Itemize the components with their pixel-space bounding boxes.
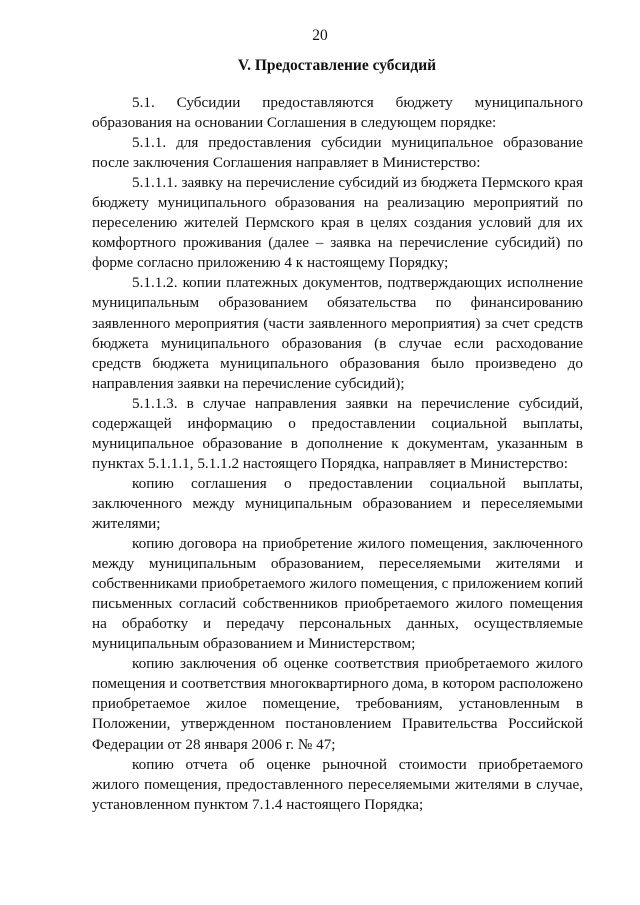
paragraph-5-1-1-2: 5.1.1.2. копии платежных документов, подтверждающих исполнение муниципальным образованием обязательства по финансированию заявленного мероприятия (части заявленного мероприятия) за счет средств бюджета муниципального образования (в случае если расходование средств бюджета муниципального образования было произведено до направления заявки на перечисление субсидий); [92,274,583,392]
paragraph-5-1-1-3: 5.1.1.3. в случае направления заявки на перечисление субсидий, содержащей информацию о предоставлении социальной выплаты, муниципальное образование в дополнение к документам, указанным в пунктах 5.1.1.1, 5.1.1.2 настоящего Порядка, направляет в Министерство: [92,394,583,472]
page-number: 20 [312,27,328,44]
section-title: V. Предоставление субсидий [237,57,437,74]
paragraph-compliance-conclusion: копию заключения об оценке соответствия приобретаемого жилого помещения и соответствия многоквартирного дома, в котором расположено приобретаемое жилое помещение, требованиям, установленным в Положении, утвержденном постановлением Правительства Российской Федерации от 28 января 2006 г. № 47; [92,655,583,753]
paragraph-social-payment-agreement: копию соглашения о предоставлении социальной выплаты, заключенного между муниципальным образованием и переселяемыми жителями; [92,474,583,532]
paragraph-5-1-1: 5.1.1. для предоставления субсидии муниципальное образование после заключения Соглашения направляет в Министерство: [92,134,583,172]
paragraph-5-1: 5.1. Субсидии предоставляются бюджету муниципального образования на основании Соглашения в следующем порядке: [92,94,583,132]
paragraph-purchase-contract: копию договора на приобретение жилого помещения, заключенного между муниципальным образованием, переселяемыми жителями и собственниками приобретаемого жилого помещения, с приложением копий письменных согласий собственников приобретаемого жилого помещения на обработку и передачу персональных данных, осуществляемые муниципальным образованием и Министерством; [92,535,583,653]
paragraph-valuation-report: копию отчета об оценке рыночной стоимости приобретаемого жилого помещения, предоставленного переселяемыми жителями в случае, установленном пунктом 7.1.4 настоящего Порядка; [92,755,583,813]
paragraph-5-1-1-1: 5.1.1.1. заявку на перечисление субсидий из бюджета Пермского края бюджету муниципального образования на реализацию мероприятий по переселению жителей Пермского края в целях создания условий для их комфортного проживания (далее – заявка на перечисление субсидий) по форме согласно приложению 4 к настоящему Порядку; [92,174,583,272]
document-body [92,93,583,815]
